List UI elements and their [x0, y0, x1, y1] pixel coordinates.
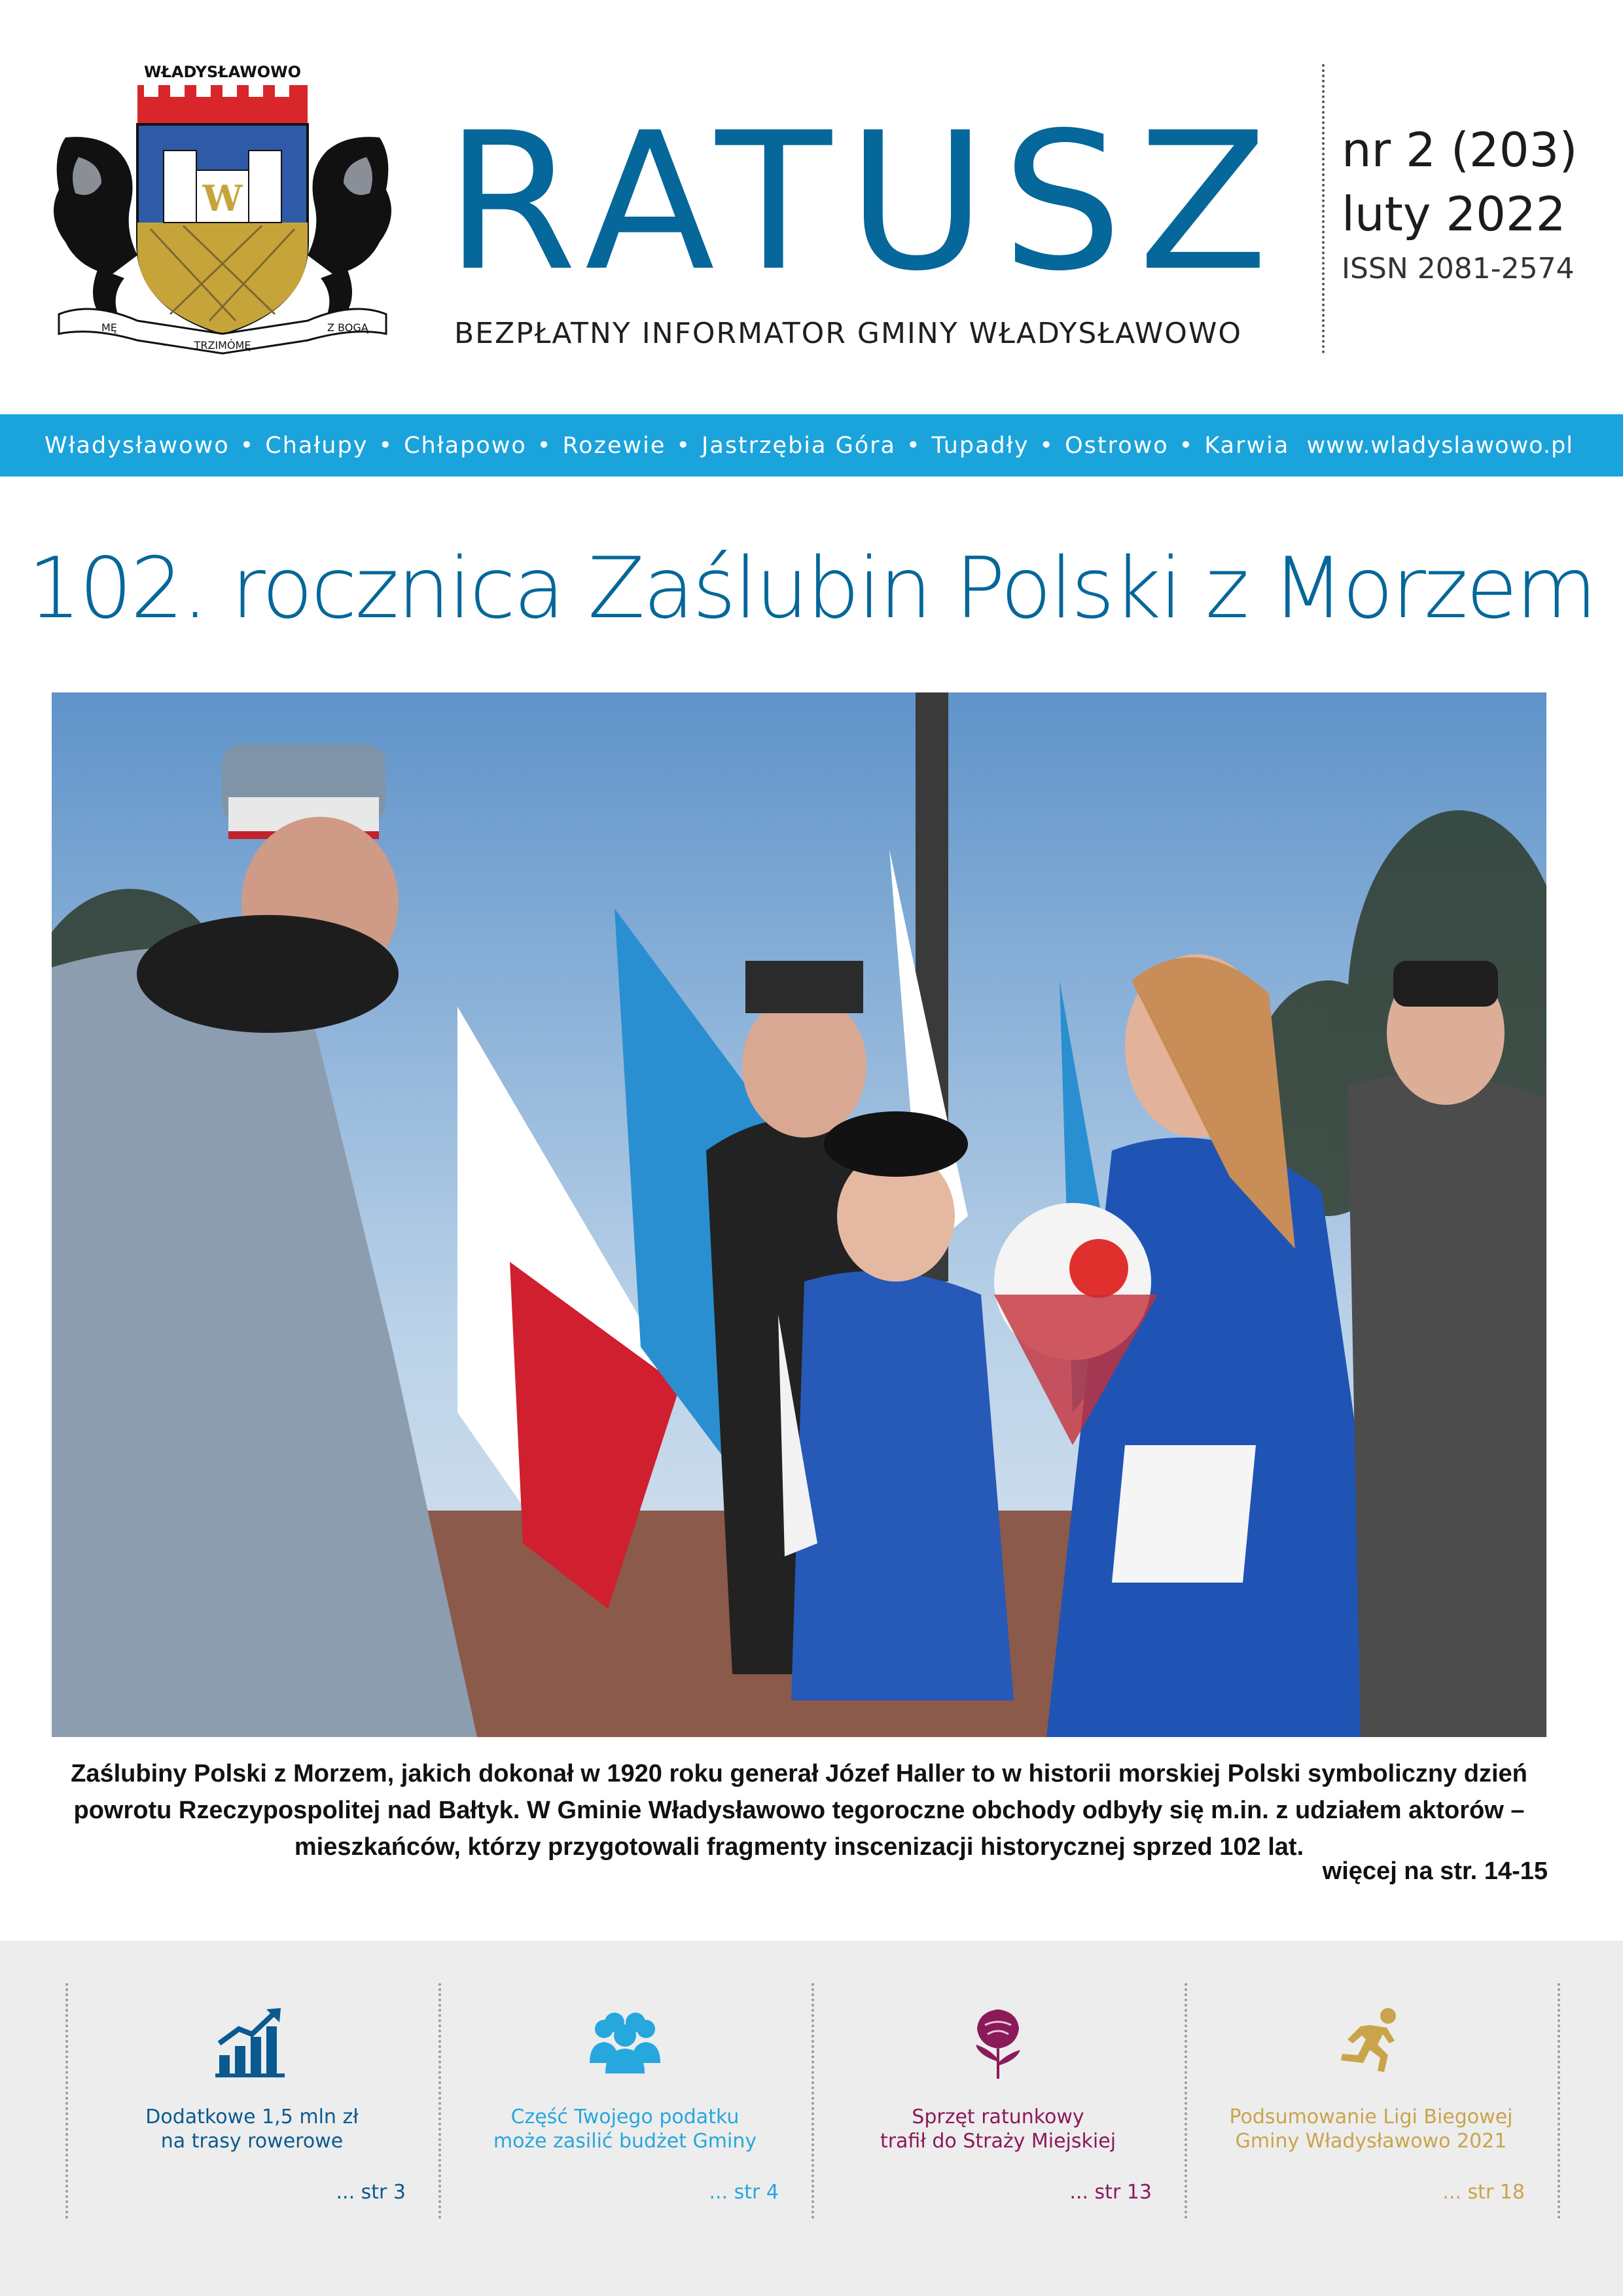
teaser-line: na trasy rowerowe [160, 2130, 344, 2153]
teaser-bike-routes[interactable] [79, 2003, 425, 2212]
teaser-line: Sprzęt ratunkowy [912, 2106, 1084, 2128]
people-group-icon [586, 2003, 664, 2081]
runner-icon [1332, 2003, 1410, 2081]
teaser-line: Część Twojego podatku [510, 2106, 740, 2128]
teaser-running-league[interactable] [1198, 2003, 1544, 2212]
issn: ISSN 2081-2574 [1342, 252, 1575, 285]
locality-rozewie[interactable]: Rozewie [562, 432, 666, 459]
crest-motto-left: MĘ [101, 321, 117, 334]
teaser-page-ref: ... str 3 [336, 2181, 406, 2204]
issue-number: nr 2 (203) [1342, 122, 1578, 177]
teaser-divider [1185, 1983, 1187, 2219]
photo-caption: Zaślubiny Polski z Morzem, jakich dokonał w 1920 roku generał Józef Haller to w historii morskiej Polski symboliczny dzień powrotu Rzeczypospolitej nad Bałtyk. W Gminie Władysławowo tegoroczne obchody odbyły się m.in. z udziałem aktorów – mieszkańców, którzy przygotowali fragmenty inscenizacji historycznej sprzed 102 lat. [71, 1760, 1527, 1861]
teaser-page-ref: ... str 4 [709, 2181, 779, 2204]
website-link[interactable]: www.wladyslawowo.pl [1306, 432, 1573, 459]
svg-text:W: W [202, 177, 243, 219]
locality-wladyslawowo[interactable]: Władysławowo [45, 432, 230, 459]
crest-motto-middle: TRZIMÓMĘ [194, 339, 251, 351]
teaser-tax-share[interactable] [452, 2003, 798, 2212]
locality-tupadly[interactable]: Tupadły [931, 432, 1029, 459]
masthead-subtitle: BEZPŁATNY INFORMATOR GMINY WŁADYSŁAWOWO [454, 317, 1242, 350]
teaser-line: Gminy Władysławowo 2021 [1235, 2130, 1507, 2153]
teaser-divider [812, 1983, 814, 2219]
teaser-page-ref: ... str 13 [1069, 2181, 1152, 2204]
locality-ostrowo[interactable]: Ostrowo [1065, 432, 1169, 459]
locality-chlapowo[interactable]: Chłapowo [404, 432, 527, 459]
teaser-text [825, 2105, 1171, 2153]
teaser-text [452, 2105, 798, 2153]
teaser-text [1198, 2105, 1544, 2153]
teaser-text [79, 2105, 425, 2153]
teaser-rescue-equipment[interactable] [825, 2003, 1171, 2212]
teaser-line: Dodatkowe 1,5 mln zł [145, 2106, 359, 2128]
masthead-divider [1322, 64, 1325, 353]
locality-list: Władysławowo • Chałupy • Chłapowo • Rozewie • Jastrzębia Góra • Tupadły • Ostrowo • Karwia [45, 432, 1290, 459]
crest-banner-text: WŁADYSŁAWOWO [144, 63, 301, 81]
teaser-line: trafił do Straży Miejskiej [880, 2130, 1116, 2153]
teaser-line: może zasilić budżet Gminy [493, 2130, 757, 2153]
issue-info [1342, 118, 1616, 292]
locality-bar [0, 414, 1623, 476]
crest-motto-right: Z BOGĄ [327, 321, 368, 334]
teaser-page-ref: ... str 18 [1442, 2181, 1525, 2204]
locality-chalupy[interactable]: Chałupy [265, 432, 368, 459]
locality-karwia[interactable]: Karwia [1204, 432, 1290, 459]
teaser-divider [1558, 1983, 1560, 2219]
bar-chart-growth-icon [213, 2003, 291, 2081]
more-pages-link[interactable]: więcej na str. 14-15 [1322, 1857, 1548, 1885]
issue-date: luty 2022 [1342, 187, 1566, 242]
teaser-divider [65, 1983, 68, 2219]
masthead-title: RATUSZ [445, 92, 1284, 313]
municipal-coat-of-arms [39, 59, 406, 367]
cover-photo [52, 692, 1546, 1737]
locality-jastrzebia-gora[interactable]: Jastrzębia Góra [702, 432, 896, 459]
teaser-line: Podsumowanie Ligi Biegowej [1229, 2106, 1513, 2128]
cover-headline: 102. rocznica Zaślubin Polski z Morzem [27, 540, 1596, 637]
flower-icon [959, 2003, 1037, 2081]
teaser-divider [438, 1983, 441, 2219]
